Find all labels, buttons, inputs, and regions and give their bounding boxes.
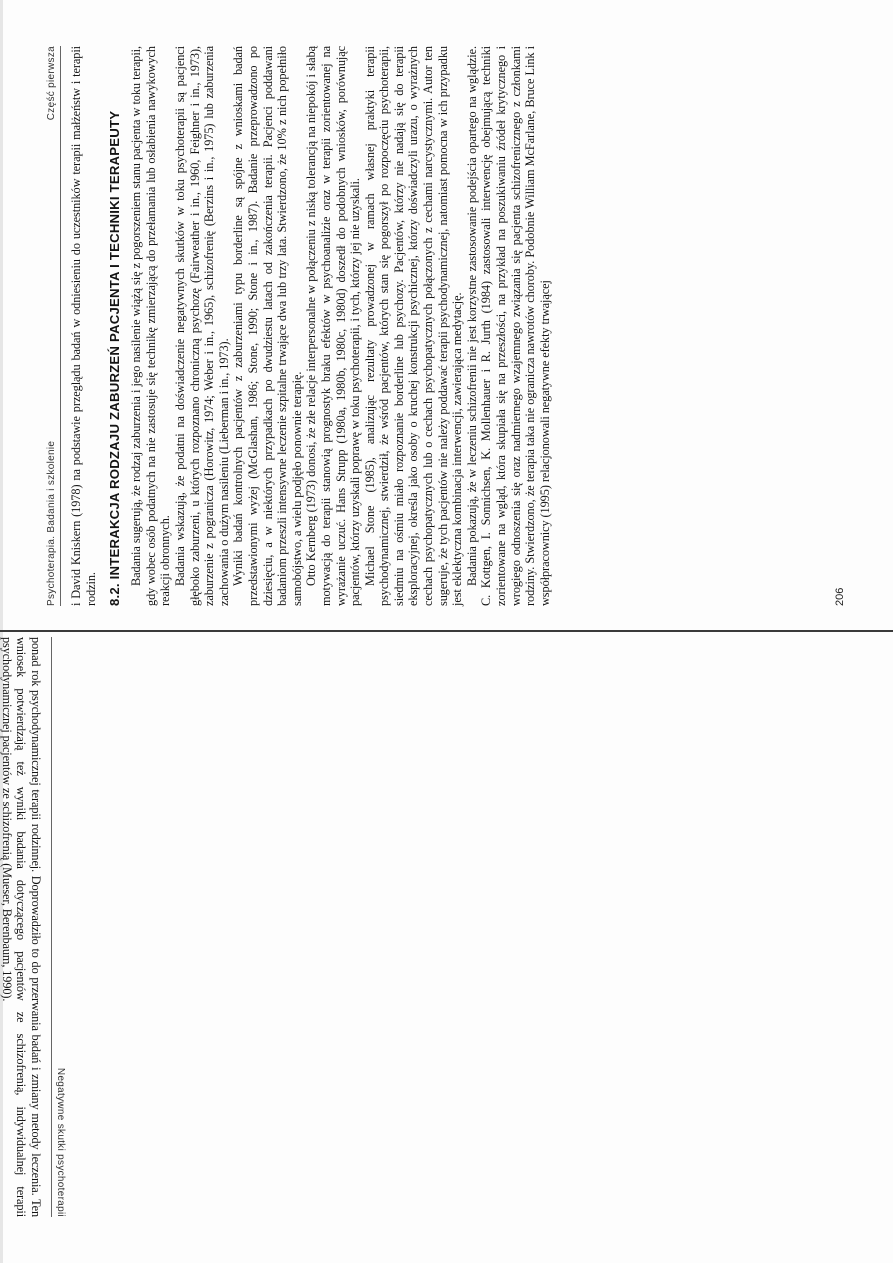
left-intro-paragraph: i David Kniskern (1978) na podstawie przeglądu badań w odniesieniu do uczestników terapii małżeństw i terapii rodzin.: [69, 46, 98, 606]
left-header-title: Psychoterapia. Badania i szkolenie: [46, 440, 57, 606]
left-paragraph: Badania pokazują, że w leczeniu schizofrenii nie jest korzystne zastosowanie podejścia opartego na wglądzie. C. Kottgen, I. Sonnichsen, K. Mollenhauer i R. Jurth (1984) zastosowali interwencję obejmującą techniki zorientowane na wgląd, która skupiała się na przeszłości, na przykład na poszukiwaniu źródeł krytycznego i wrogiego odnoszenia się oraz nadmiernego wzajemnego związania się pacjenta schizofrenicznego z członkami rodziny. Stwierdzono, że terapia taka nie ogranicza nawrotów choroby. Podobnie William McFarlane, Bruce Link i współpracownicy (1995) relacjonowali negatywne efekty trwającej: [464, 46, 552, 606]
section-heading-8-2: 8.2. INTERAKCJA RODZAJU ZABURZEŃ PACJENTA I TECHNIKI TERAPEUTY: [107, 110, 123, 606]
left-paragraph: Badania wskazują, że podatni na doświadczenie negatywnych skutków w toku psychoterapii są pacjenci głęboko zaburzeni, u których rozpoznano chroniczną psychozę (Fairweather i in., 1960, Feighner i in., 1973), zaburzenie z pogranicza (Horowitz, 1974; Weber i in., 1965), schizofrenię (Berzins i in., 1975) lub zaburzenia zachowania o dużym nasileniu (Lieberman i in., 1973).: [172, 46, 231, 606]
right-running-header: [51, 637, 66, 1217]
left-paragraph: Otto Kernberg (1973) donosi, że złe relacje interpersonalne w połączeniu z niską tolerancją na niepokój i słabą motywacją do terapii stanowią prognostyk braku efektów w psychoanalizie oraz w terapii zorientowanej na wyrażanie uczuć. Hans Strupp (1980a, 1980b, 1980c, 1980d) doszedł do podobnych wniosków, porównując pacjentów, którzy uzyskali poprawę w toku psychoterapii, i tych, którzy jej nie uzyskali.: [304, 46, 363, 606]
left-running-header: [46, 46, 61, 606]
left-paragraph: Badania sugerują, że rodzaj zaburzenia i jego nasilenie wiążą się z pogorszeniem stanu pacjenta w toku terapii, gdy wobec osób podatnych na nie zastosuje się technikę zmierzającą do przełamania lub osłabienia nawykowych reakcji obronnych.: [129, 46, 173, 606]
right-page: [0, 637, 66, 1217]
left-page-number: 206: [834, 587, 846, 606]
left-paragraph: Wyniki badań kontrolnych pacjentów z zaburzeniami typu borderline są spójne z wnioskami badań przedstawionymi wyżej (McGlashan, 1986; Stone, 1990; Stone i in., 1987). Badanie przeprowadzono po dziesięciu, a w niektórych przypadkach po dwudziestu latach od zakończenia terapii. Pacjenci poddawani badaniom przeszli intensywne leczenie szpitalne trwające dwa lub trzy lata. Stwierdzono, że 10% z nich popełniło samobójstwo, a wielu podjęło ponownie terapię.: [231, 46, 304, 606]
left-header-part: Część pierwsza: [46, 46, 57, 121]
right-header-title: Negatywne skutki psychoterapii: [55, 1067, 66, 1217]
left-paragraph: Michael Stone (1985), analizując rezultaty prowadzonej w ramach własnej praktyki terapii psychodynamicznej, stwierdził, że wśród pacjentów, których stan się pogorszył po rozpoczęciu psychoterapii, siedmiu na ośmiu miało rozpoznanie borderline lub psychozy. Pacjentów, którzy nie nadają się do terapii eksploracyjnej, określa jako osoby o kruchej konstrukcji psychicznej, którzy doświadczyli urazu, o wyrażnych cechach psychopatycznych lub o cechach psychopatycznych połączonych z cechami narcystycznymi. Autor ten sugeruje, że tych pacjentów nie należy poddawać terapii psychodynamicznej, natomiast pomocna w ich przypadku jest eklektyczna kombinacja interwencji, zawierająca medytację.: [362, 46, 465, 606]
right-intro-paragraph: ponad rok psychodynamicznej terapii rodzinnej. Doprowadziło to do przerwania badań i zmiany metody leczenia. Ten wniosek potwierdzają też wyniki badania dotyczącego pacjentów ze schizofrenią, indywidualnej terapii psychodynamicznej pacjentów ze schizofrenią (Mueser, Berenbaum, 1990).: [0, 637, 43, 1217]
page-divider-line: [0, 630, 893, 632]
left-page: [46, 46, 846, 606]
